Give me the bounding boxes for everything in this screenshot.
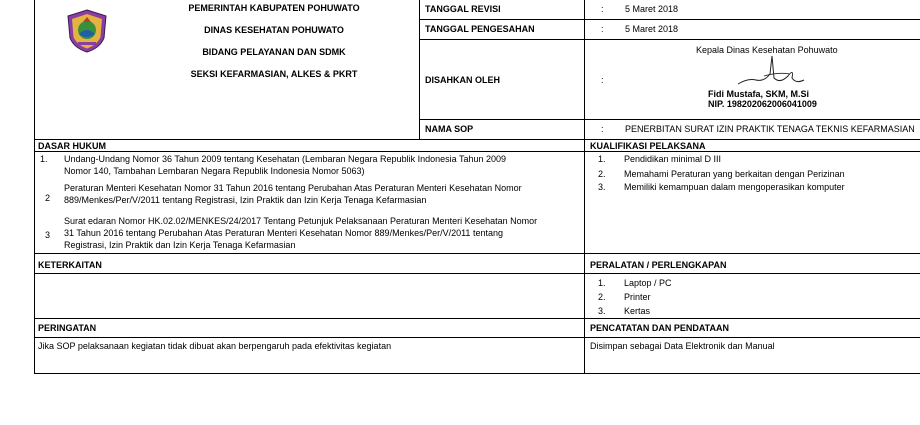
header-bottom-border xyxy=(34,139,920,140)
kualifikasi-item-3: Memiliki kemampuan dalam mengoperasikan komputer xyxy=(624,182,845,192)
heading-keterkaitan: KETERKAITAN xyxy=(38,260,102,270)
row-divider xyxy=(34,337,920,338)
bottom-border xyxy=(34,373,920,374)
heading-peringatan: PERINGATAN xyxy=(38,323,97,333)
signer-title: Kepala Dinas Kesehatan Pohuwato xyxy=(696,45,838,55)
signature-scribble xyxy=(734,54,814,88)
pencatatan-text: Disimpan sebagai Data Elektronik dan Manual xyxy=(590,341,775,351)
org-line-seksi: SEKSI KEFARMASIAN, ALKES & PKRT xyxy=(190,69,358,79)
dasar-hukum-item-3-line-1: Surat edaran Nomor HK.02.02/MENKES/24/2017 Tentang Petunjuk Pelaksanaan Peraturan Menteri Kesehatan Nomor xyxy=(64,216,538,226)
sop-document xyxy=(34,0,920,374)
heading-peralatan: PERALATAN / PERLENGKAPAN xyxy=(590,260,727,270)
separator: : xyxy=(601,4,604,14)
peralatan-item-2: Printer xyxy=(624,292,651,302)
heading-pencatatan: PENCATATAN DAN PENDATAAN xyxy=(590,323,729,333)
pohuwato-regency-emblem-icon xyxy=(64,8,110,54)
row-divider xyxy=(34,253,920,254)
separator: : xyxy=(601,75,604,85)
row-divider xyxy=(419,19,920,20)
peralatan-item-1: Laptop / PC xyxy=(624,278,672,288)
list-number: 2. xyxy=(598,169,606,179)
value-tanggal-pengesahan: 5 Maret 2018 xyxy=(625,24,679,34)
kualifikasi-item-2: Memahami Peraturan yang berkaitan dengan Perizinan xyxy=(624,169,845,179)
org-line-dinas: DINAS KESEHATAN POHUWATO xyxy=(204,25,344,35)
dasar-hukum-item-3-line-3: Registrasi, Izin Praktik dan Izin Kerja Tenaga Kefarmasian xyxy=(64,240,296,250)
heading-dasar-hukum: DASAR HUKUM xyxy=(38,141,106,151)
row-divider xyxy=(34,151,920,152)
dasar-hukum-item-2-line-1: Peraturan Menteri Kesehatan Nomor 31 Tahun 2016 tentang Perubahan Atas Peraturan Menteri Kesehatan Nomor xyxy=(64,183,522,193)
dasar-hukum-item-2-line-2: 889/Menkes/Per/V/2011 tentang Registrasi, Izin Praktik dan Izin Kerja Tenaga Kefarmasian xyxy=(64,195,427,205)
value-tanggal-revisi: 5 Maret 2018 xyxy=(625,4,679,14)
label-tanggal-revisi: TANGGAL REVISI xyxy=(425,4,501,14)
separator: : xyxy=(601,24,604,34)
peralatan-item-3: Kertas xyxy=(624,306,651,316)
list-number: 1. xyxy=(598,278,606,288)
row-divider xyxy=(419,119,920,120)
row-divider xyxy=(419,39,920,40)
label-nama-sop: NAMA SOP xyxy=(425,124,474,134)
list-number: 2 xyxy=(45,193,51,203)
list-number: 3. xyxy=(598,182,606,192)
row-divider xyxy=(34,318,920,319)
kualifikasi-item-1: Pendidikan minimal D III xyxy=(624,154,722,164)
org-line-government: PEMERINTAH KABUPATEN POHUWATO xyxy=(188,3,360,13)
separator: : xyxy=(601,124,604,134)
list-number: 3 xyxy=(45,230,51,240)
label-disahkan-oleh: DISAHKAN OLEH xyxy=(425,75,501,85)
dasar-hukum-item-1-line-1: Undang-Undang Nomor 36 Tahun 2009 tentang Kesehatan (Lembaran Negara Republik Indonesia Tahun 2009 xyxy=(64,154,506,164)
dasar-hukum-item-3-line-2: 31 Tahun 2016 tentang Perubahan Atas Peraturan Menteri Kesehatan Nomor 889/Menkes/Per/V/2011 tentang xyxy=(64,228,503,238)
header-divider xyxy=(419,0,420,140)
signer-name: Fidi Mustafa, SKM, M.Si xyxy=(708,89,810,99)
row-divider xyxy=(34,273,920,274)
list-number: 1. xyxy=(598,154,606,164)
list-number: 1. xyxy=(40,154,48,164)
heading-kualifikasi: KUALIFIKASI PELAKSANA xyxy=(590,141,706,151)
dasar-hukum-item-1-line-2: Nomor 140, Tambahan Lembaran Negara Republik Indonesia Nomor 5063) xyxy=(64,166,365,176)
value-nama-sop: PENERBITAN SURAT IZIN PRAKTIK TENAGA TEKNIS KEFARMASIAN xyxy=(625,124,915,134)
signer-nip: NIP. 198202062006041009 xyxy=(708,99,817,109)
list-number: 3. xyxy=(598,306,606,316)
list-number: 2. xyxy=(598,292,606,302)
label-tanggal-pengesahan: TANGGAL PENGESAHAN xyxy=(425,24,535,34)
peringatan-text: Jika SOP pelaksanaan kegiatan tidak dibuat akan berpengaruh pada efektivitas kegiatan xyxy=(38,341,392,351)
org-line-bidang: BIDANG PELAYANAN DAN SDMK xyxy=(202,47,346,57)
